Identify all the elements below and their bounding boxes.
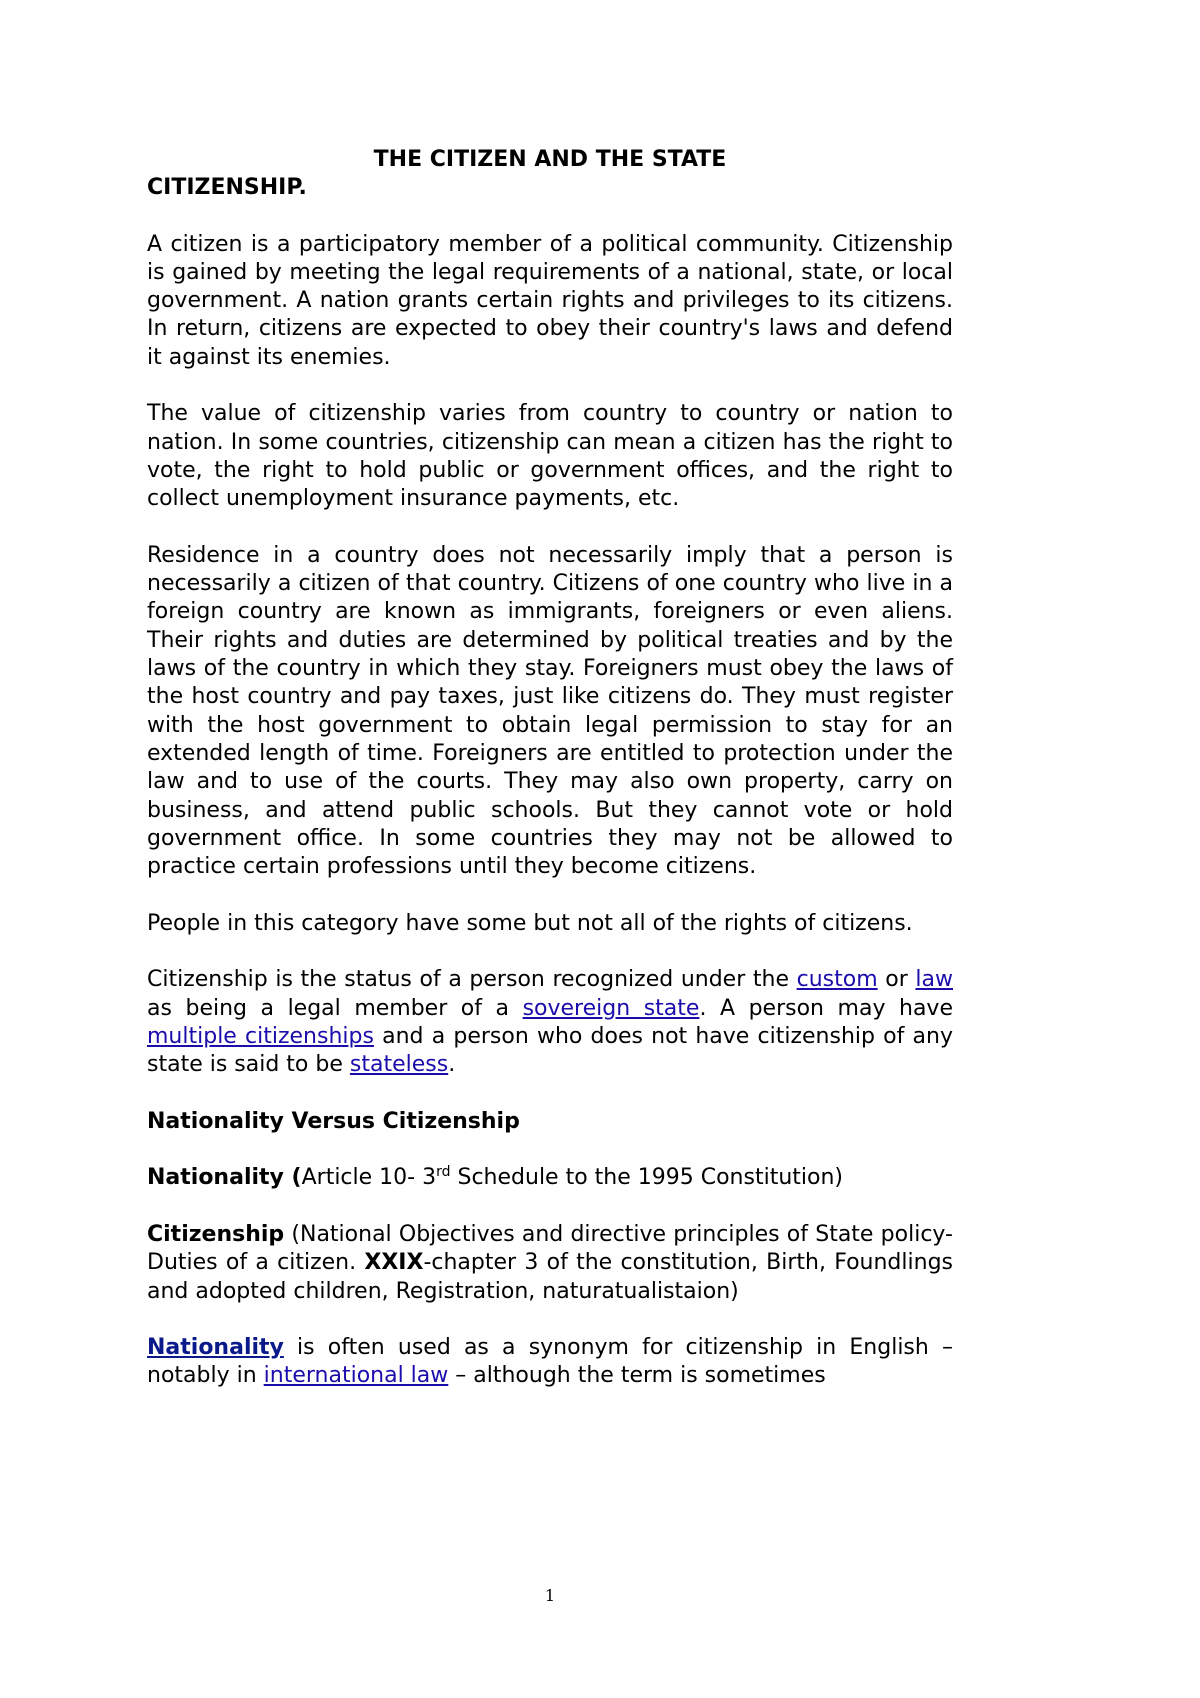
link-nationality[interactable]: Nationality [147,1335,284,1361]
document-page [147,0,953,1698]
text-span: Article 10- 3 [301,1165,437,1191]
paragraph-value-of-citizenship: The value of citizenship varies from country to country or nation to nation. In some countries, citizenship can mean a citizen has the right to vote, the right to hold public or government offices, and the right to collect unemployment insurance payments, etc. [147,401,953,512]
document-title: THE CITIZEN AND THE STATE [373,147,727,172]
link-sovereign-state[interactable]: sovereign state [522,995,700,1021]
text-span: or [877,967,916,993]
text-span: Citizenship is the status of a person recognized under the [147,967,797,993]
text-span: . [448,1052,456,1078]
document-body [147,174,953,1391]
roman-numeral-xxix: XXIX [364,1250,424,1276]
text-span: and a person who does not have citizenship of any state is said to be [147,1023,953,1078]
text-span: . A person may have [699,995,953,1021]
text-span: Schedule to the 1995 Constitution) [450,1165,843,1191]
superscript-rd: rd [436,1164,451,1181]
link-law[interactable]: law [915,967,953,993]
page-number: 1 [544,1586,556,1605]
text-span: is often used as a synonym for citizenship in English – notably in [147,1335,953,1389]
spacer [147,1080,953,1108]
spacer [147,514,953,542]
spacer [147,1136,953,1164]
paragraph-nationality-article [147,1164,953,1192]
spacer [147,372,953,400]
paragraph-citizenship-status [147,966,953,1079]
label-nationality: Nationality ( [147,1165,302,1191]
text-span: (National Objectives and directive principles of State policy- Duties of a citizen. [147,1221,953,1276]
label-citizenship: Citizenship [147,1221,285,1247]
text-span: – although the term is sometimes [448,1363,826,1389]
paragraph-citizen-definition: A citizen is a participatory member of a political community. Citizenship is gained by meeting the legal requirements of a national, state, or local government. A nation grants certain rights and privileges to its citizens. In return, citizens are expected to obey their country's laws and defend it against its enemies. [147,231,953,370]
spacer [147,202,953,230]
spacer [147,1306,953,1334]
link-stateless[interactable]: stateless [349,1052,449,1078]
section-heading-citizenship: CITIZENSHIP. [147,175,307,200]
link-international-law[interactable]: international law [263,1363,449,1389]
spacer [147,1193,953,1221]
text-span: -chapter 3 of the constitution, Birth, Foundlings and adopted children, Registration, naturatualistaion) [147,1250,953,1304]
link-custom[interactable]: custom [796,967,878,993]
text-span: as being a legal member of a [147,995,523,1021]
spacer [147,881,953,909]
paragraph-citizenship-objectives [147,1221,953,1306]
heading-nationality-vs-citizenship: Nationality Versus Citizenship [147,1108,520,1134]
spacer [147,938,953,966]
link-multiple-citizenships[interactable]: multiple citizenships [147,1023,374,1049]
paragraph-residence: Residence in a country does not necessarily imply that a person is necessarily a citizen of that country. Citizens of one country who live in a foreign country are known as immigrants, foreigners or even aliens. Their rights and duties are determined by political treaties and by the laws of the country in which they stay. Foreigners must obey the laws of the host country and pay taxes, just like citizens do. They must register with the host government to obtain legal permission to stay for an extended length of time. Foreigners are entitled to protection under the law and to use of the courts. They may also own property, carry on business, and attend public schools. But they cannot vote or hold government office. In some countries they may not be allowed to practice certain professions until they become citizens. [147,542,953,880]
paragraph-people-in-category: People in this category have some but not all of the rights of citizens. [147,910,913,936]
paragraph-nationality-synonym [147,1334,953,1391]
